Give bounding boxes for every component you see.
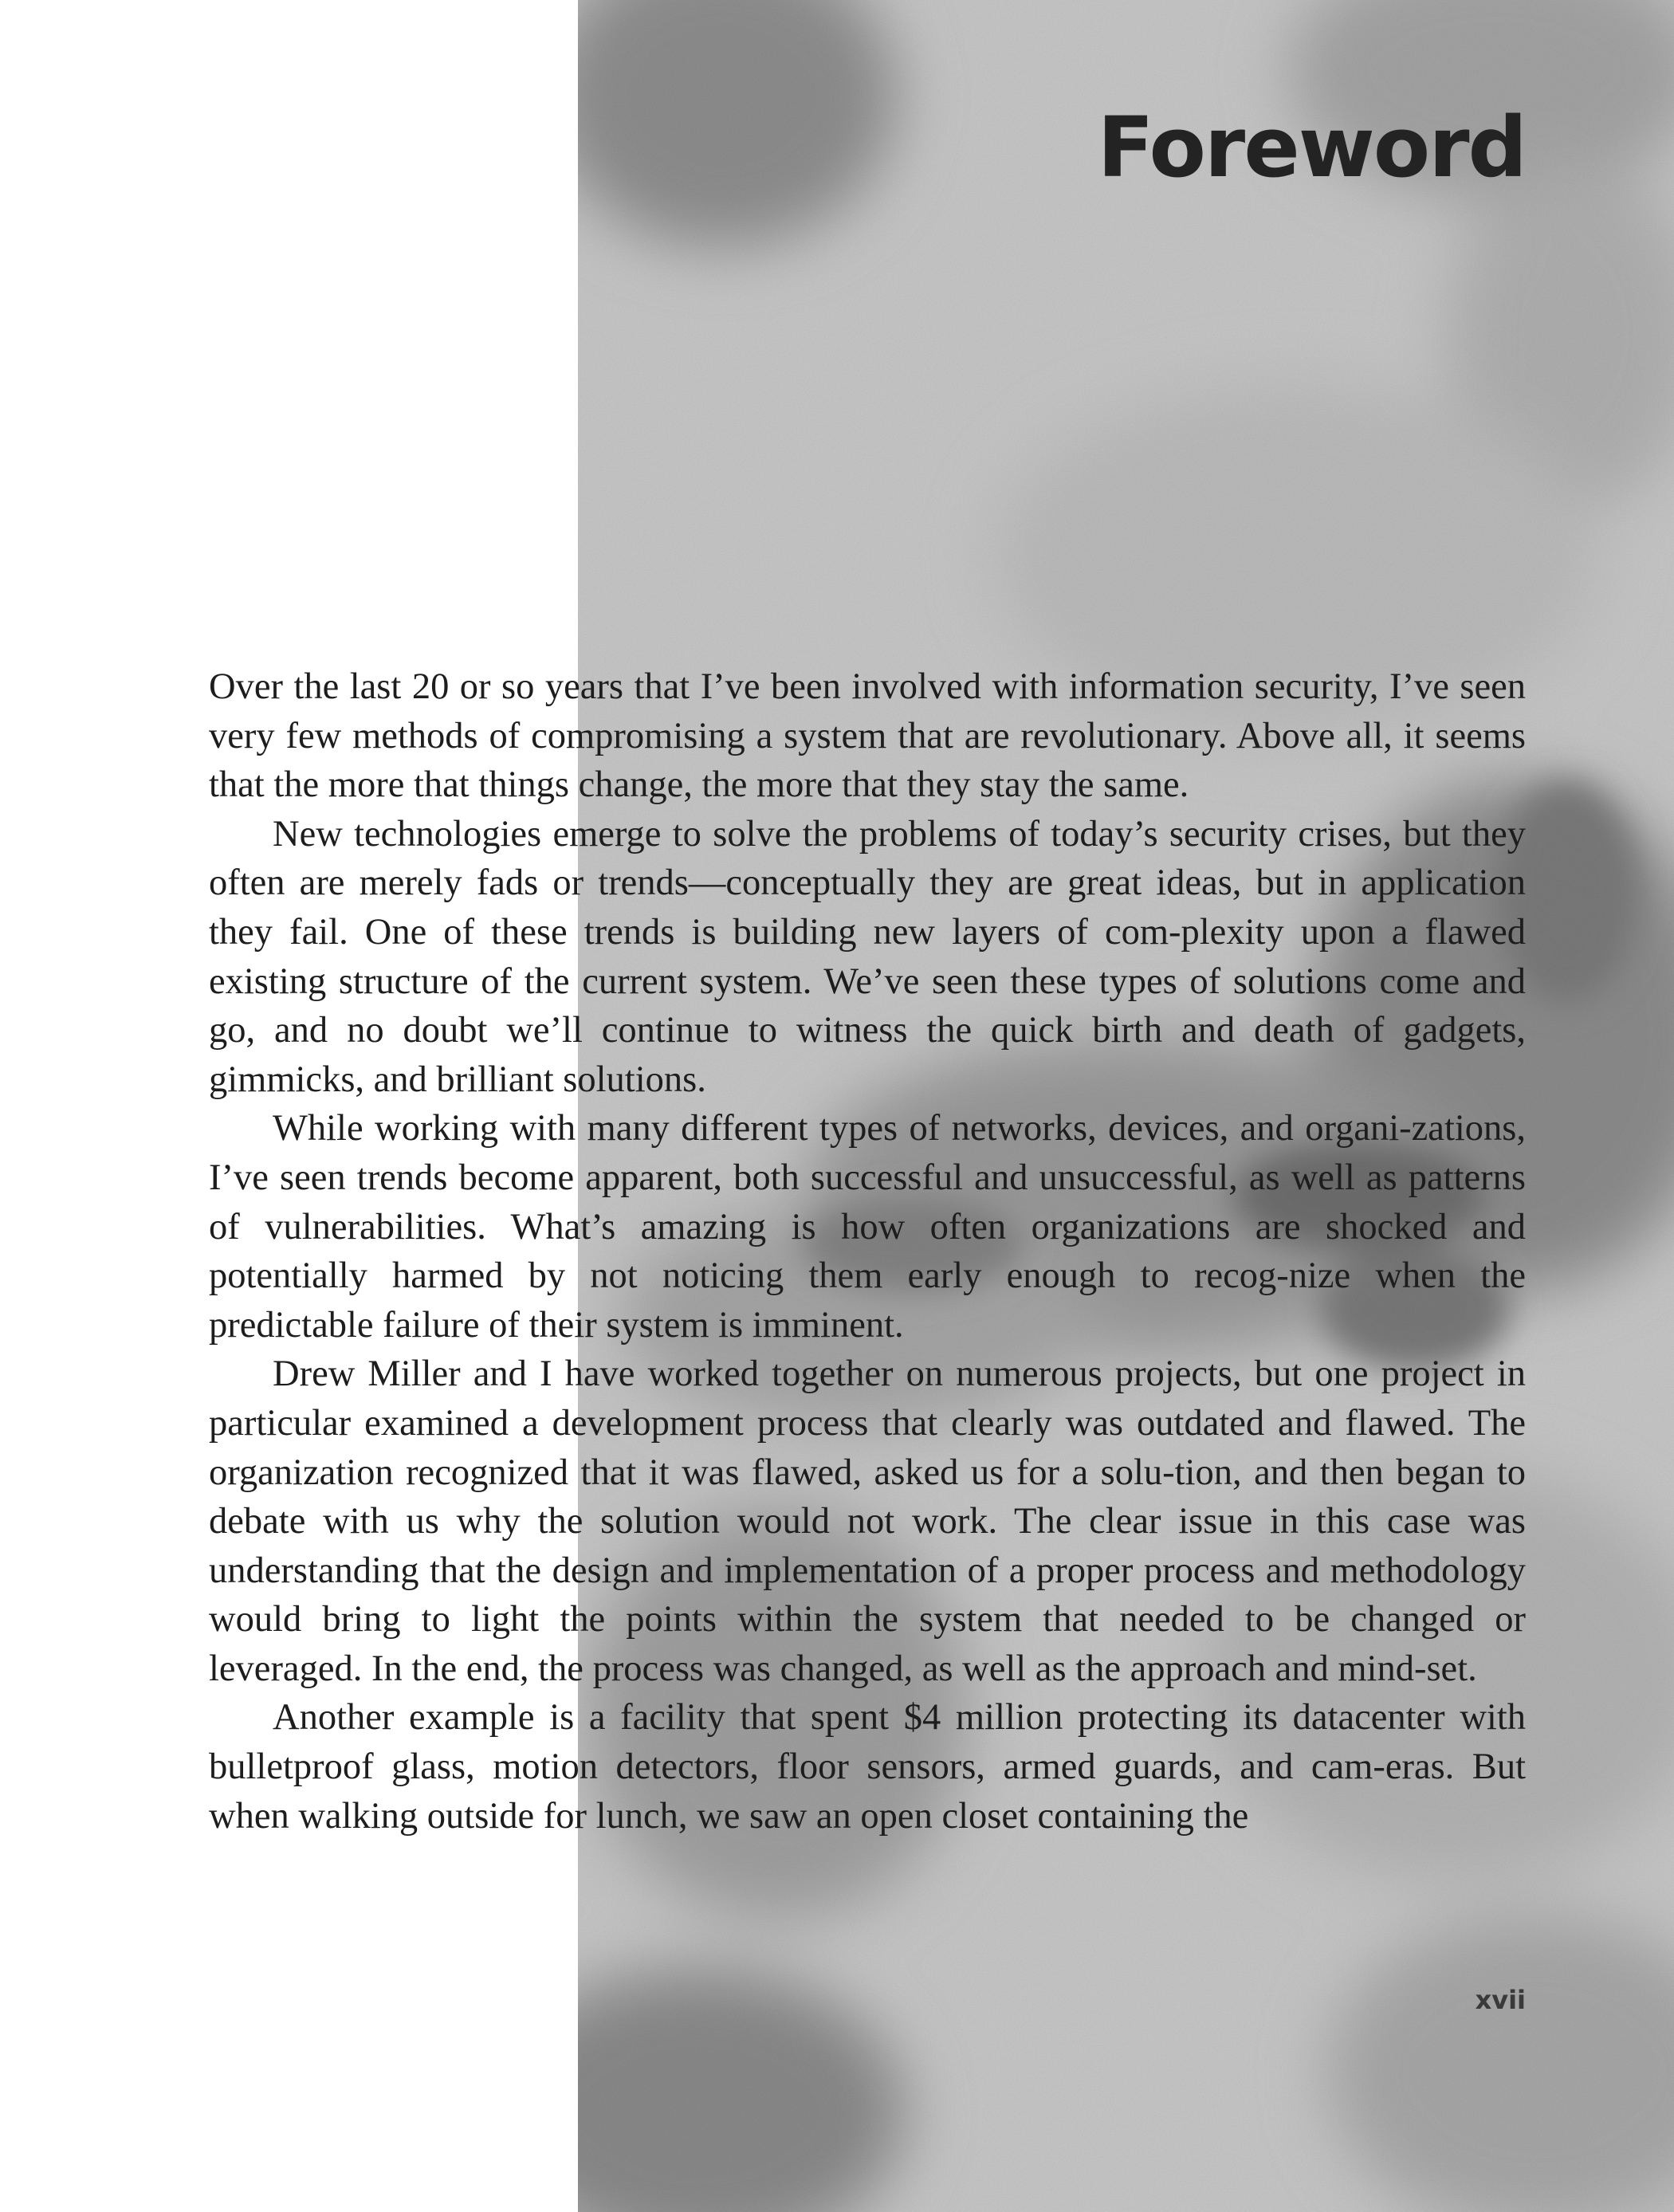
paragraph: While working with many different types of networks, devices, and organi-zations, I’ve seen trends become apparent, both successful and unsuccessful, as well as patterns of vulnerabilities. What’s amazing is how often organizations are shocked and potentially harmed by not noticing them early enough to recog-nize when the predictable failure of their system is imminent. bbox=[209, 1108, 1526, 1346]
body-text bbox=[209, 662, 1526, 1841]
page-title: Foreword bbox=[1097, 99, 1526, 196]
paragraph: Over the last 20 or so years that I’ve been involved with information security, I’ve seen very few methods of compromising a system that are revolutionary. Above all, it seems that the more that things change, the more that they stay the same. bbox=[209, 666, 1526, 806]
paragraph: New technologies emerge to solve the problems of today’s security crises, but they often are merely fads or trends—conceptually they are great ideas, but in application they fail. One of these trends is building new layers of com-plexity upon a flawed existing structure of the current system. We’ve seen these types of solutions come and go, and no doubt we’ll continue to witness the quick birth and death of gadgets, gimmicks, and brilliant solutions. bbox=[209, 813, 1526, 1100]
paragraph: Drew Miller and I have worked together on numerous projects, but one project in particular examined a development process that clearly was outdated and flawed. The organization recognized that it was flawed, asked us for a solu-tion, and then began to debate with us why the solution would not work. The clear issue in this case was understanding that the design and implementation of a proper process and methodology would bring to light the points within the system that needed to be changed or leveraged. In the end, the process was changed, as well as the approach and mind-set. bbox=[209, 1354, 1526, 1689]
page-number: xvii bbox=[1475, 1985, 1526, 2015]
paragraph: Another example is a facility that spent $4 million protecting its datacenter with bulletproof glass, motion detectors, floor sensors, armed guards, and cam-eras. But when walking outside for lunch, we saw an open closet containing the bbox=[209, 1697, 1526, 1837]
